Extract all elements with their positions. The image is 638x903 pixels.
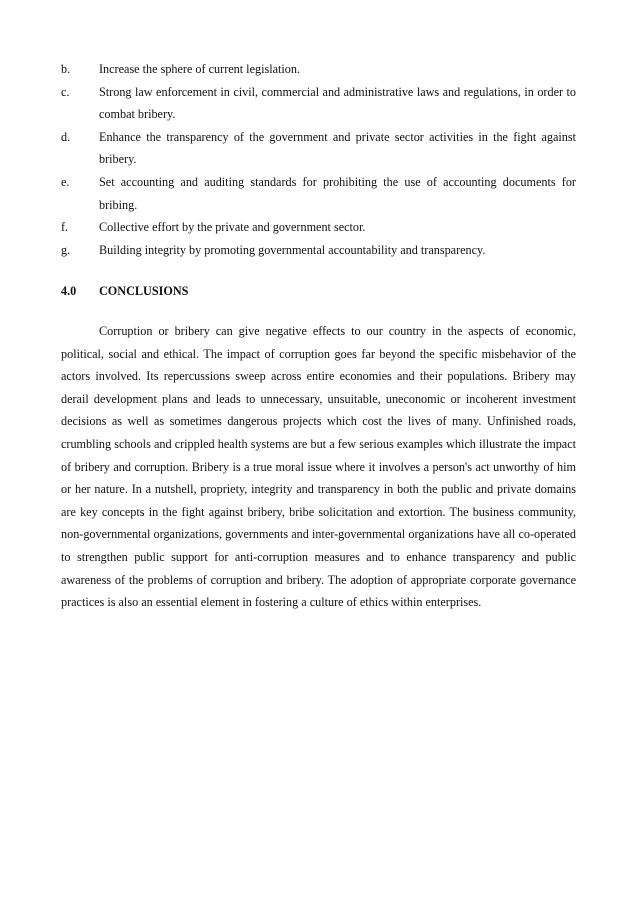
- section-title: CONCLUSIONS: [99, 284, 189, 298]
- list-item-text: Enhance the transparency of the government and private sector activities in the fight against bribery.: [99, 129, 576, 167]
- list-marker: e.: [61, 174, 70, 189]
- list-marker: f.: [61, 220, 69, 235]
- list-item: [61, 58, 576, 81]
- list-item: [61, 239, 576, 262]
- list-item: [61, 216, 576, 239]
- list-item: [61, 81, 576, 126]
- list-item: [61, 126, 576, 171]
- list-marker: c.: [61, 84, 70, 99]
- list-marker: d.: [61, 129, 71, 144]
- conclusion-paragraph: Corruption or bribery can give negative effects to our country in the aspects of economic, political, social and ethical. The impact of corruption goes far beyond the specific misbehavior of the actors involved. Its repercussions sweep across entire economies and their populations. Bribery may derail development plans and leads to unnecessary, unsuitable, uneconomic or incoherent investment decisions as well as sometimes dangerous projects which cost the lives of many. Unfinished roads, crumbling schools and crippled health systems are but a few serious examples which illustrate the impact of bribery and corruption. Bribery is a true moral issue where it involves a person's act unworthy of him or her nature. In a nutshell, propriety, integrity and transparency in both the public and private domains are key concepts in the fight against bribery, bribe solicitation and extortion. The business community, non-governmental organizations, governments and inter-governmental organizations have all co-operated to strengthen public support for anti-corruption measures and to enhance transparency and public awareness of the problems of corruption and bribery. The adoption of appropriate corporate governance practices is also an essential element in fostering a culture of ethics within enterprises.: [61, 324, 576, 610]
- list-item-text: Increase the sphere of current legislation.: [99, 62, 301, 76]
- recommendation-list: [61, 58, 576, 261]
- section-heading: [61, 280, 188, 302]
- list-marker: g.: [61, 242, 71, 257]
- list-item-text: Collective effort by the private and government sector.: [99, 220, 366, 235]
- list-item-text: Building integrity by promoting governmental accountability and transparency.: [99, 242, 486, 257]
- section-number: 4.0: [61, 284, 77, 298]
- list-item: [61, 171, 576, 216]
- list-item-text: Strong law enforcement in civil, commercial and administrative laws and regulations, in order to combat bribery.: [99, 84, 576, 122]
- list-marker: b.: [61, 62, 71, 76]
- list-item-text: Set accounting and auditing standards for prohibiting the use of accounting documents for bribing.: [99, 174, 576, 212]
